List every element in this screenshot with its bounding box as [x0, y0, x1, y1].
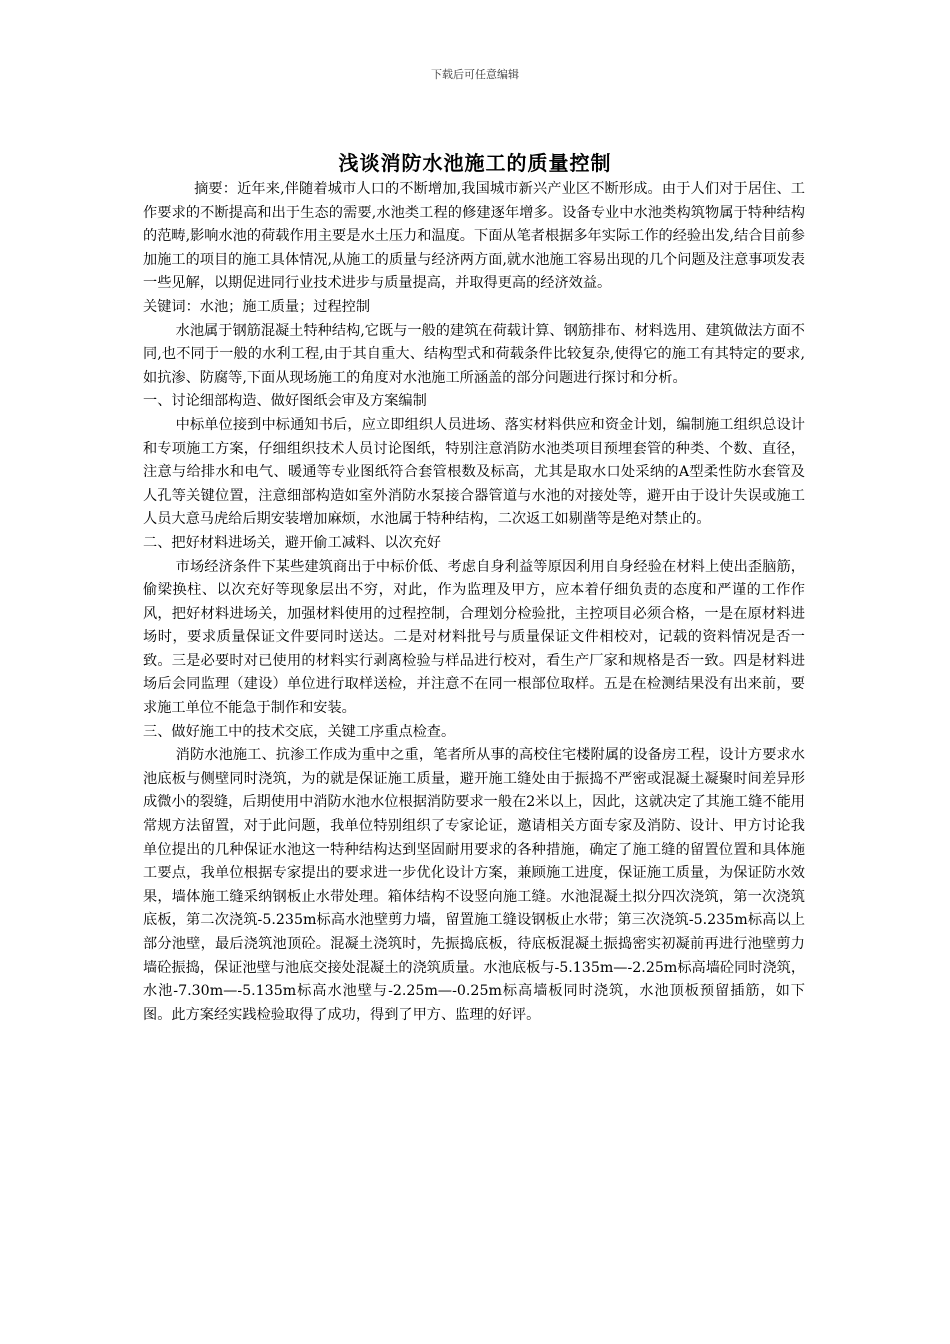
abstract-paragraph: 摘要：近年来,伴随着城市人口的不断增加,我国城市新兴产业区不断形成。由于人们对于居住、工作要求的不断提高和出于生态的需要,水池类工程的修建逐年增多。设备专业中水池类构筑物属于特种结构的范畴,影响水池的荷载作用主要是水土压力和温度。下面从笔者根据多年实际工作的经验出发,结合目前参加施工的项目的施工具体情况,从施工的质量与经济两方面,就水池施工容易出现的几个问题及注意事项发表一些见解，以期促进同行业技术进步与质量提高，并取得更高的经济效益。 — [143, 181, 805, 292]
section-3-heading: 三、做好施工中的技术交底，关键工序重点检查。 — [143, 723, 456, 740]
header-note: 下载后可任意编辑 — [431, 68, 519, 81]
section-1-paragraph: 中标单位接到中标通知书后，应立即组织人员进场、落实材料供应和资金计划，编制施工组织总设计和专项施工方案，仔细组织技术人员讨论图纸，特别注意消防水池类项目预埋套管的种类、个数、直径，注意与给排水和电气、暖通等专业图纸符合套管根数及标高，尤其是取水口处采纳的A型柔性防水套管及人孔等关键位置，注意细部构造如室外消防水泵接合器管道与水池的对接处等，避开由于设计失误或施工人员大意马虎给后期安装增加麻烦，水池属于特种结构，二次返工如剔凿等是绝对禁止的。 — [143, 416, 805, 528]
article-body — [143, 178, 805, 1027]
section-1-heading: 一、讨论细部构造、做好图纸会审及方案编制 — [143, 393, 427, 410]
section-2-heading: 二、把好材料进场关，避开偷工减料、以次充好 — [143, 534, 441, 551]
intro-paragraph: 水池属于钢筋混凝土特种结构,它既与一般的建筑在荷载计算、钢筋排布、材料选用、建筑做法方面不同,也不同于一般的水利工程,由于其自重大、结构型式和荷载条件比较复杂,使得它的施工有其特定的要求,如抗渗、防腐等,下面从现场施工的角度对水池施工所涵盖的部分问题进行探讨和分析。 — [143, 322, 805, 386]
section-3-paragraph: 消防水池施工、抗渗工作成为重中之重，笔者所从事的高校住宅楼附属的设备房工程，设计方要求水池底板与侧壁同时浇筑，为的就是保证施工质量，避开施工缝处由于振捣不严密或混凝土凝聚时间差异形成微小的裂缝，后期使用中消防水池水位根据消防要求一般在2米以上，因此，这就决定了其施工缝不能用常规方法留置，对于此问题，我单位特别组织了专家论证，邀请相关方面专家及消防、设计、甲方讨论我单位提出的几种保证水池这一特种结构达到坚固耐用要求的各种措施，确定了施工缝的留置位置和具体施工要点，我单位根据专家提出的要求进一步优化设计方案，兼顾施工进度，保证施工质量，为保证防水效果，墙体施工缝采纳钢板止水带处理。箱体结构不设竖向施工缝。水池混凝土拟分四次浇筑，第一次浇筑底板，第二次浇筑-5.235m标高水池壁剪力墙，留置施工缝设钢板止水带；第三次浇筑-5.235m标高以上部分池壁，最后浇筑池顶砼。混凝土浇筑时，先振捣底板，待底板混凝土振捣密实初凝前再进行池壁剪力墙砼振捣，保证池壁与池底交接处混凝土的浇筑质量。水池底板与-5.135m—-2.25m标高墙砼同时浇筑，水池-7.30m—-5.135m标高水池壁与-2.25m—-0.25m标高墙板同时浇筑，水池顶板预留插筋，如下图。此方案经实践检验取得了成功，得到了甲方、监理的好评。 — [143, 747, 806, 1023]
page-title: 浅谈消防水池施工的质量控制 — [338, 151, 612, 175]
keywords-line: 关键词：水池；施工质量；过程控制 — [143, 298, 371, 315]
section-2-paragraph: 市场经济条件下某些建筑商出于中标价低、考虑自身利益等原因利用自身经验在材料上使出歪脑筋，偷梁换柱、以次充好等现象层出不穷，对此，作为监理及甲方，应本着仔细负责的态度和严谨的工作作风，把好材料进场关，加强材料使用的过程控制，合理划分检验批，主控项目必须合格，一是在原材料进场时，要求质量保证文件要同时送达。二是对材料批号与质量保证文件相校对，记载的资料情况是否一致。三是必要时对已使用的材料实行剥离检验与样品进行校对，看生产厂家和规格是否一致。四是材料进场后会同监理（建设）单位进行取样送检，并注意不在同一根部位取样。五是在检测结果没有出来前，要求施工单位不能急于制作和安装。 — [143, 558, 805, 717]
